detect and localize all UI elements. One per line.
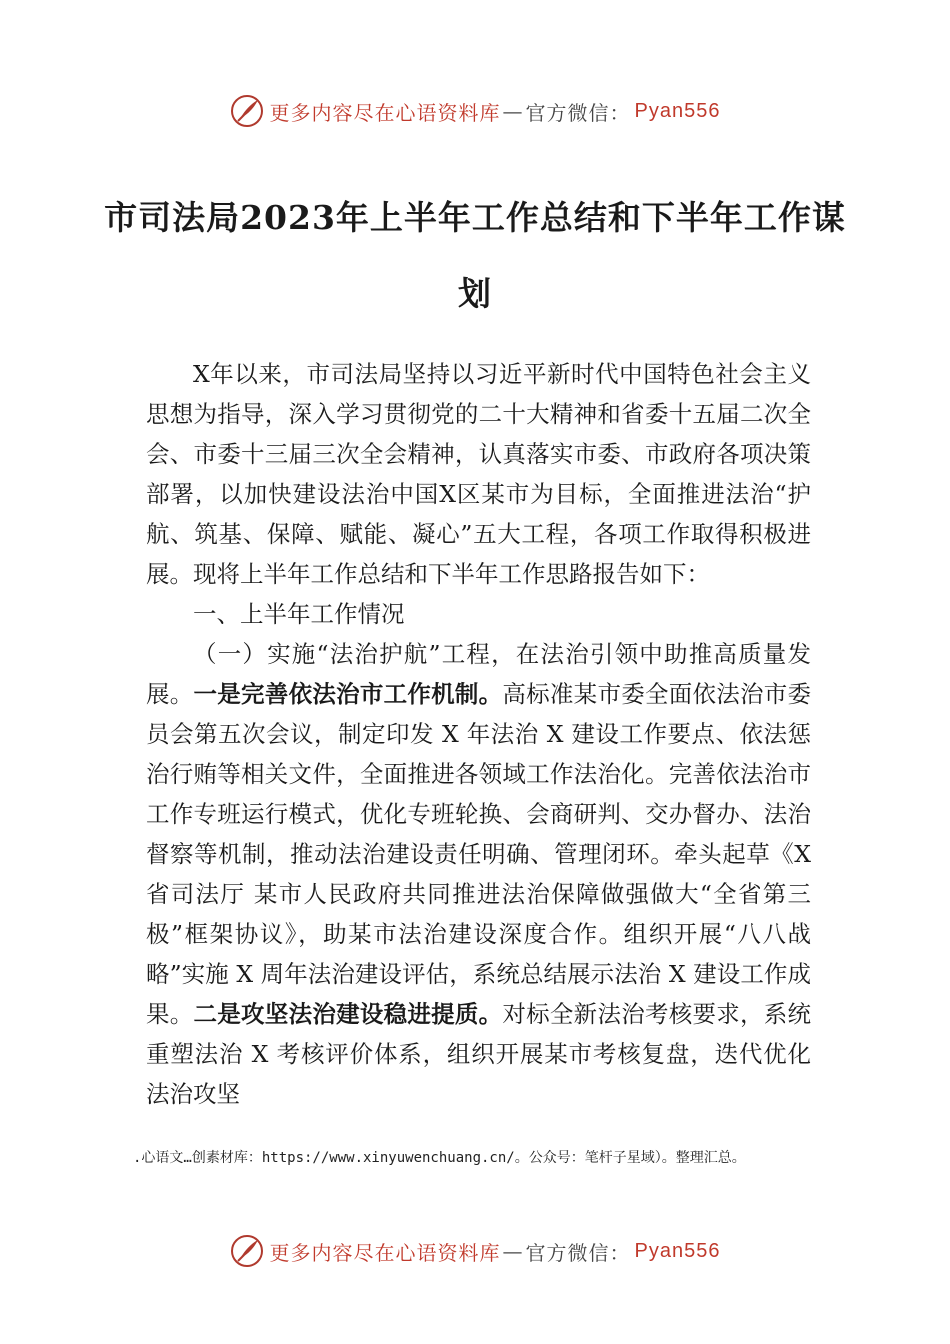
wechat-id: Pyan556: [634, 1239, 721, 1262]
banner-dash: —: [502, 1239, 524, 1263]
source-note: .心语文…创素材库：https://www.xinyuwenchuang.cn/。公众号：笔杆子星域）。整理汇总。: [133, 1150, 746, 1166]
point-2-text: 对标全新法治考核要求，系统重塑法治 X 考核评价体系，组织开展某市考核复盘，迭代优化法治攻坚: [146, 1000, 812, 1108]
wechat-label: 官方微信：: [525, 1240, 631, 1265]
footer-banner: [0, 1234, 950, 1268]
subsection-lead: （一）实施“法治护航”工程，在法治引领中助推高质量发展。: [146, 640, 811, 708]
bold-point-2: 二是攻坚法治建设稳进提质。: [193, 1000, 503, 1028]
bold-point-1: 一是完善依法治市工作机制。: [193, 680, 503, 708]
banner-text: 更多内容尽在心语资料库: [269, 1240, 501, 1265]
document-title: 市司法局2023年上半年工作总结和下半年工作谋划: [104, 198, 846, 313]
header-banner: [0, 94, 950, 128]
wechat-id: Pyan556: [634, 99, 721, 122]
intro-paragraph: X年以来，市司法局坚持以习近平新时代中国特色社会主义思想为指导，深入学习贯彻党的二十大精神和省委十五届二次全会、市委十三届三次全会精神，认真落实市委、市政府各项决策部署，以加快建设法治中国X区某市为目标，全面推进法治“护航、筑基、保障、赋能、凝心”五大工程，各项工作取得积极进展。现将上半年工作总结和下半年工作思路报告如下：: [146, 360, 811, 588]
feather-pen-logo-icon: [230, 1234, 264, 1268]
wechat-label: 官方微信：: [525, 100, 631, 125]
feather-pen-logo-icon: [230, 94, 264, 128]
section-heading-1: 一、上半年工作情况: [193, 600, 405, 628]
document-body: [146, 354, 811, 1114]
subsection-paragraph-1: [146, 634, 811, 1114]
banner-dash: —: [502, 99, 524, 123]
banner-text: 更多内容尽在心语资料库: [269, 100, 501, 125]
point-1-text: 高标准某市委全面依法治市委员会第五次会议，制定印发 X 年法治 X 建设工作要点、依法惩治行贿等相关文件，全面推进各领域工作法治化。完善依法治市工作专班运行模式，优化专班轮换、会商研判、交办督办、法治督察等机制，推动法治建设责任明确、管理闭环。牵头起草《X省司法厅 某市人民政府共同推进法治保障做强做大“全省第三极”框架协议》，助某市法治建设深度合作。组织开展“八八战略”实施 X 周年法治建设评估，系统总结展示法治 X 建设工作成果。: [146, 680, 812, 1028]
